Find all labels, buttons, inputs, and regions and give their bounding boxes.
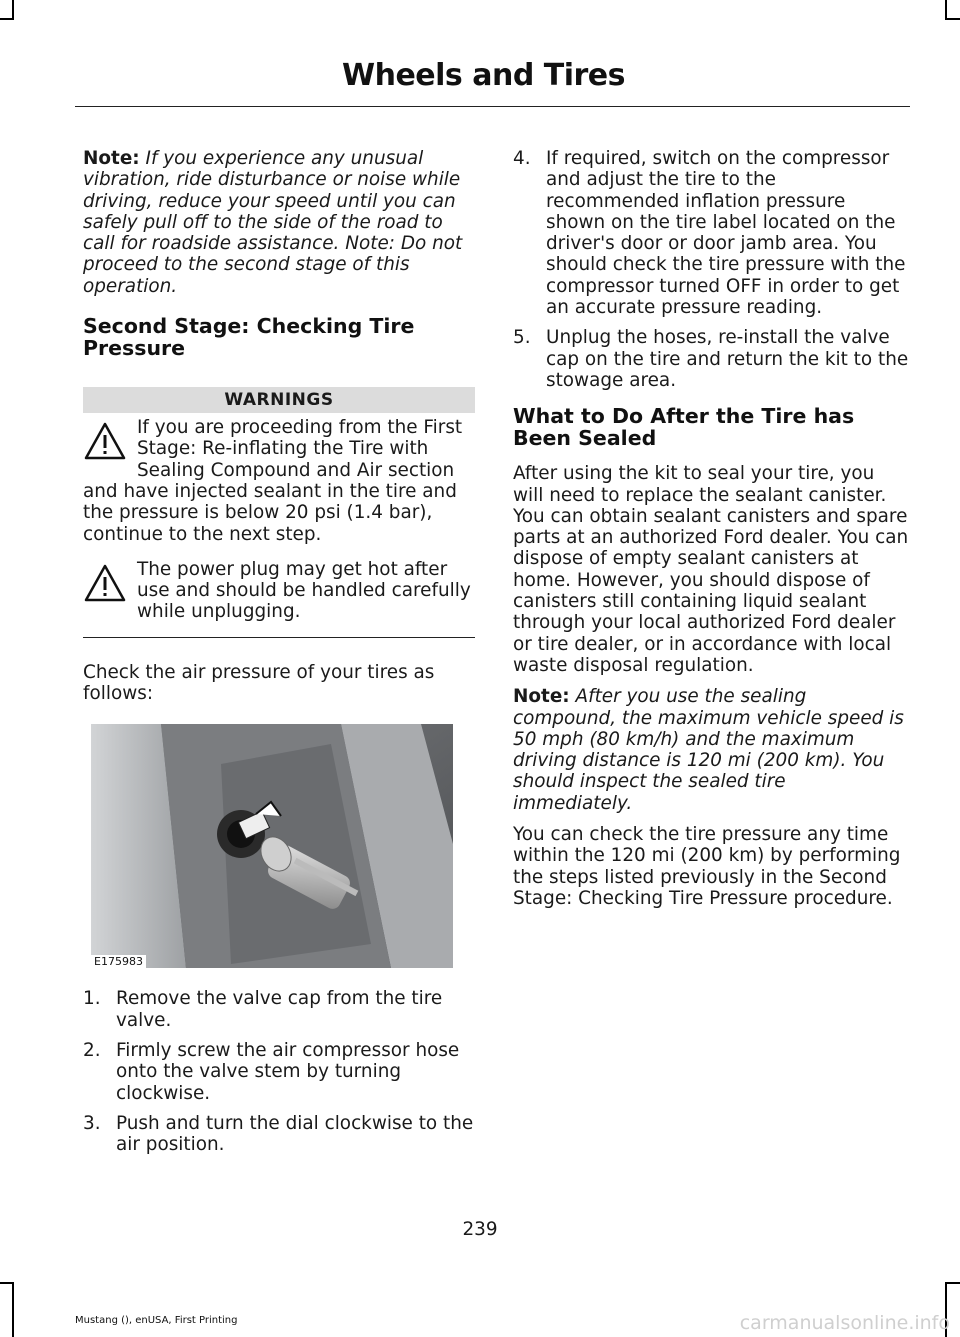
note-label: Note: <box>83 148 140 169</box>
crop-mark <box>945 0 947 20</box>
section-heading: Second Stage: Checking Tire Pressure <box>83 314 415 361</box>
step-text: If required, switch on the compressor and adjust the tire to the recommended inflation pressure shown on the tire label located on the driver's door or door jamb area. You should check the tire pressure with the compressor turned OFF in order to get an accurate pressure reading. <box>546 148 906 319</box>
left-column <box>83 148 475 1164</box>
watermark: carmanualsonline.info <box>739 1312 950 1334</box>
list-item <box>513 327 909 391</box>
note-paragraph <box>513 686 909 814</box>
warnings-header: WARNINGS <box>83 387 475 413</box>
intro-paragraph: Check the air pressure of your tires as follows: <box>83 661 435 705</box>
step-text: Firmly screw the air compressor hose onto the valve stem by turning clockwise. <box>116 1039 460 1104</box>
step-number: 1. <box>83 988 101 1010</box>
list-item <box>83 1040 475 1104</box>
figure-code: E175983 <box>91 955 146 968</box>
tire-valve-illustration <box>91 724 453 968</box>
body-paragraph: After using the kit to seal your tire, you will need to replace the sealant canister. You can obtain sealant canisters and spare parts at an authorized Ford dealer. You can dispose of empty sealant canisters at home. However, you should dispose of canisters still containing liquid sealant through your local authorized Ford dealer or tire dealer, or in accordance with local waste disposal regulation. <box>513 463 909 676</box>
page-title: Wheels and Tires <box>342 58 625 93</box>
warning-text: If you are proceeding from the First Stage: Re-inflating the Tire with Sealing Compound and Air section and have injected sealant in the tire and the pressure is below 20 psi (1.4 bar), continue to the next step. <box>83 417 463 545</box>
header-divider <box>75 106 910 107</box>
crop-mark <box>945 1282 960 1284</box>
right-column <box>513 148 909 919</box>
list-item <box>83 988 475 1031</box>
list-item <box>83 1113 475 1156</box>
crop-mark <box>0 1282 14 1284</box>
note-text: After you use the sealing compound, the maximum vehicle speed is 50 mph (80 km/h) and the maximum driving distance is 120 mi (200 km). You should inspect the sealed tire immediately. <box>513 686 904 814</box>
step-text: Unplug the hoses, re-install the valve cap on the tire and return the kit to the stowage area. <box>546 327 909 391</box>
warning-triangle-icon <box>83 563 137 613</box>
crop-mark <box>945 18 960 20</box>
steps-list <box>513 148 909 391</box>
crop-mark <box>12 0 14 20</box>
note-text: If you experience any unusual vibration, ride disturbance or noise while driving, reduce your speed until you can safely pull off to the side of the road to call for roadside assistance. Note: Do not proceed to the second stage of this operation. <box>83 148 463 297</box>
crop-mark <box>12 1282 14 1337</box>
step-number: 3. <box>83 1112 101 1134</box>
step-number: 2. <box>83 1039 101 1061</box>
note-label: Note: <box>513 686 570 708</box>
step-number: 5. <box>513 327 531 349</box>
step-number: 4. <box>513 148 531 169</box>
warning-block <box>83 559 475 623</box>
step-text: Remove the valve cap from the tire valve. <box>116 988 443 1031</box>
step-text: Push and turn the dial clockwise to the air position. <box>116 1112 474 1156</box>
crop-mark <box>0 18 14 20</box>
list-item <box>513 148 909 318</box>
section-heading: What to Do After the Tire has Been Sealed <box>513 404 855 451</box>
warning-triangle-icon <box>83 421 137 471</box>
publication-info: Mustang (), enUSA, First Printing <box>75 1315 238 1326</box>
note-paragraph <box>83 148 475 297</box>
body-paragraph: You can check the tire pressure any time within the 120 mi (200 km) by performing the steps listed previously in the Second Stage: Checking Tire Pressure procedure. <box>513 824 901 909</box>
warnings-divider <box>83 637 475 638</box>
warning-block <box>83 417 475 545</box>
warning-text: The power plug may get hot after use and should be handled carefully while unplugging. <box>137 558 471 623</box>
page-number: 239 <box>462 1219 498 1240</box>
steps-list <box>83 988 475 1155</box>
